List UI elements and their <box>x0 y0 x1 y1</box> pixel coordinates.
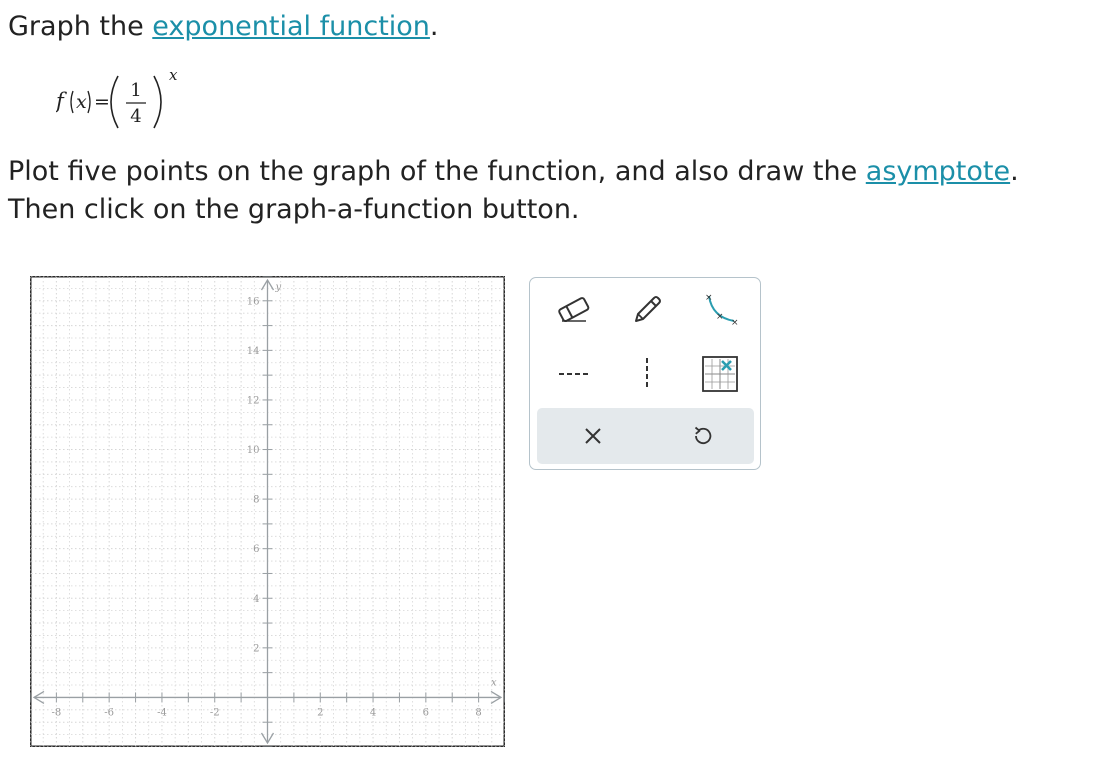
y-tick-label: 14 <box>246 345 260 357</box>
y-tick-label: 4 <box>253 593 260 605</box>
x-tick-label: -4 <box>157 707 167 719</box>
formula-equals: = <box>94 91 110 113</box>
svg-text:×: × <box>716 312 724 322</box>
prompt-text: . <box>1010 156 1019 187</box>
x-tick-label: 8 <box>475 707 482 719</box>
graph-canvas[interactable] <box>30 276 505 747</box>
formula-var: x <box>76 91 87 113</box>
action-bar <box>537 408 754 464</box>
prompt-line-3: Then click on the graph-a-function button. <box>8 194 580 225</box>
exponential-function-link[interactable]: exponential function <box>152 11 430 42</box>
graph-function-icon <box>700 354 740 394</box>
vertical-asymptote-tool-button[interactable] <box>623 352 671 396</box>
formula-fname: f <box>56 89 64 113</box>
x-tick-label: 6 <box>422 707 430 719</box>
horizontal-dashed-line-icon <box>557 368 591 380</box>
clear-button[interactable] <box>569 414 617 458</box>
svg-text:×: × <box>705 293 713 303</box>
graph-toolbar <box>529 277 761 470</box>
exponential-curve-icon <box>700 291 740 329</box>
eraser-tool-button[interactable] <box>550 288 598 332</box>
prompt-line-2 <box>8 155 1019 189</box>
prompt-text: Graph the <box>8 11 153 42</box>
y-axis-label: y <box>275 282 282 293</box>
x-tick-label: -6 <box>104 707 115 719</box>
x-tick-label: -8 <box>51 707 62 719</box>
svg-text:×: × <box>731 318 739 328</box>
x-tick-label: 2 <box>317 707 324 719</box>
vertical-dashed-line-icon <box>641 356 653 392</box>
y-tick-label: 6 <box>253 544 260 556</box>
y-tick-label: 10 <box>246 445 260 457</box>
y-tick-label: 16 <box>246 296 260 308</box>
pencil-tool-button[interactable] <box>623 288 671 332</box>
undo-icon <box>692 425 714 447</box>
close-icon <box>583 426 603 446</box>
curve-tool-button[interactable] <box>696 288 744 332</box>
y-tick-label: 8 <box>253 494 260 506</box>
prompt-line-1 <box>8 10 439 44</box>
formula-exponent: x <box>169 66 178 84</box>
prompt-text: Plot five points on the graph of the function, and also draw the <box>8 156 866 187</box>
function-formula <box>56 66 216 136</box>
undo-button[interactable] <box>679 414 727 458</box>
prompt-text: . <box>429 11 439 42</box>
eraser-icon <box>554 295 594 325</box>
formula-numerator: 1 <box>130 80 142 101</box>
formula-denominator: 4 <box>130 106 142 127</box>
x-axis-label: x <box>491 677 497 689</box>
graph-a-function-button[interactable] <box>696 352 744 396</box>
asymptote-link[interactable]: asymptote <box>865 156 1011 187</box>
x-tick-label: -2 <box>209 707 220 719</box>
horizontal-asymptote-tool-button[interactable] <box>550 352 598 396</box>
y-tick-label: 2 <box>253 643 260 655</box>
x-tick-label: 4 <box>369 707 377 719</box>
pencil-icon <box>629 292 665 328</box>
y-tick-label: 12 <box>246 395 260 407</box>
